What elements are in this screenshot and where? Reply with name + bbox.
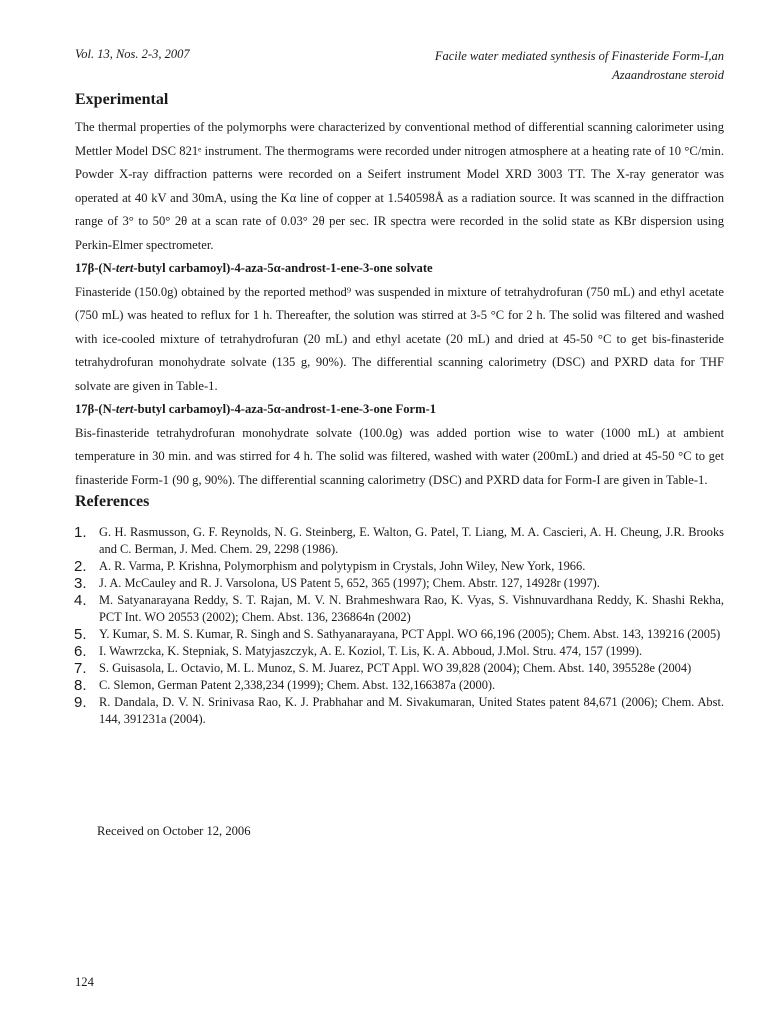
- paragraph-solvate-procedure: Finasteride (150.0g) obtained by the reported method⁹ was suspended in mixture of tetrahydrofuran (750 mL) and ethyl acetate (750 mL) was heated to reflux for 1 h. Thereafter, the solution was stirred at 3-5 °C for 2 h. The solid was filtered and washed with ice-cooled mixture of tetrahydrofuran (20 mL) and ethyl acetate (20 mL) and dried at 45-50 °C to get bis-finasteride tetrahydrofuran monohydrate solvate (135 g, 90%). The differential scanning calorimetry (DSC) and PXRD data for THF solvate are given in Table-1.: [75, 284, 724, 393]
- section-heading-references: References: [75, 493, 150, 510]
- reference-item: 2. A. R. Varma, P. Krishna, Polymorphism and polytypism in Crystals, John Wiley, New York, 1966.: [74, 558, 586, 575]
- reference-item: 5. Y. Kumar, S. M. S. Kumar, R. Singh and S. Sathyanarayana, PCT Appl. WO 66,196 (2005); Chem. Abst. 143, 139216 (2005): [74, 626, 721, 643]
- reference-item: 6. I. Wawrzcka, K. Stepniak, S. Matyjaszczyk, A. E. Koziol, T. Lis, K. A. Abboud, J.Mol. Stru. 474, 157 (1999).: [74, 643, 643, 660]
- reference-item: 4. M. Satyanarayana Reddy, S. T. Rajan, M. V. N. Brahmeshwara Rao, K. Vyas, S. Vishnuvardhana Reddy, K. Shashi Rekha, PCT Int. WO 20553 (2002); Chem. Abst. 136, 236864n (2002): [74, 592, 724, 624]
- reference-item: 3. J. A. McCauley and R. J. Varsolona, US Patent 5, 652, 365 (1997); Chem. Abstr. 127, 14928r (1997).: [74, 575, 600, 592]
- received-date: Received on October 12, 2006: [97, 824, 251, 838]
- running-header-title-line1: Facile water mediated synthesis of Finasteride Form-I,an: [434, 49, 724, 63]
- running-header-title-line2: Azaandrostane steroid: [612, 68, 724, 82]
- reference-item: 7. S. Guisasola, L. Octavio, M. L. Munoz, S. M. Juarez, PCT Appl. WO 39,828 (2004); Chem. Abst. 140, 395528e (2004): [74, 660, 692, 677]
- subheading-form1: 17β-(N-tert-butyl carbamoyl)-4-aza-5α-androst-1-ene-3-one Form-1: [75, 402, 437, 416]
- reference-list: [75, 524, 724, 728]
- paragraph-form1-procedure: Bis-finasteride tetrahydrofuran monohydrate solvate (100.0g) was added portion wise to water (1000 mL) at ambient temperature in 30 min. and was stirred for 4 h. The solid was filtered, washed with water (200mL) and dried at 45-50 °C to get finasteride Form-1 (90 g, 90%). The differential scanning calorimetry (DSC) and PXRD data for Form-I are given in Table-1.: [75, 425, 724, 487]
- section-heading-experimental: Experimental: [75, 91, 169, 108]
- running-header-title: [364, 47, 724, 85]
- running-header-volume: Vol. 13, Nos. 2-3, 2007: [75, 47, 190, 61]
- reference-item: 8. C. Slemon, German Patent 2,338,234 (1999); Chem. Abst. 132,166387a (2000).: [74, 677, 496, 694]
- subheading-solvate: 17β-(N-tert-butyl carbamoyl)-4-aza-5α-androst-1-ene-3-one solvate: [75, 261, 433, 275]
- paragraph-instrumentation: The thermal properties of the polymorphs were characterized by conventional method of differential scanning calorimeter using Mettler Model DSC 821ᵉ instrument. The thermograms were recorded under nitrogen atmosphere at a heating rate of 10 °C/min. Powder X-ray diffraction patterns were recorded on a Seifert instrument Model XRD 3003 TT. The X-ray generator was operated at 40 kV and 30mA, using the Kα line of copper at 1.540598Å as a radiation source. It was scanned in the diffraction range of 3° to 50° 2θ at a scan rate of 0.03° 2θ per sec. IR spectra were recorded in the solid state as KBr dispersion using Perkin-Elmer spectrometer.: [75, 120, 724, 252]
- reference-item: 9. R. Dandala, D. V. N. Srinivasa Rao, K. J. Prabhahar and M. Sivakumaran, United States patent 84,671 (2006); Chem. Abst. 144, 391231a (2004).: [74, 694, 724, 726]
- article-body: [75, 90, 724, 728]
- reference-item: 1. G. H. Rasmusson, G. F. Reynolds, N. G. Steinberg, E. Walton, G. Patel, T. Liang, M. A. Cascieri, A. H. Cheung, J.R. Brooks and C. Berman, J. Med. Chem. 29, 2298 (1986).: [74, 524, 724, 556]
- page-number: 124: [75, 975, 94, 989]
